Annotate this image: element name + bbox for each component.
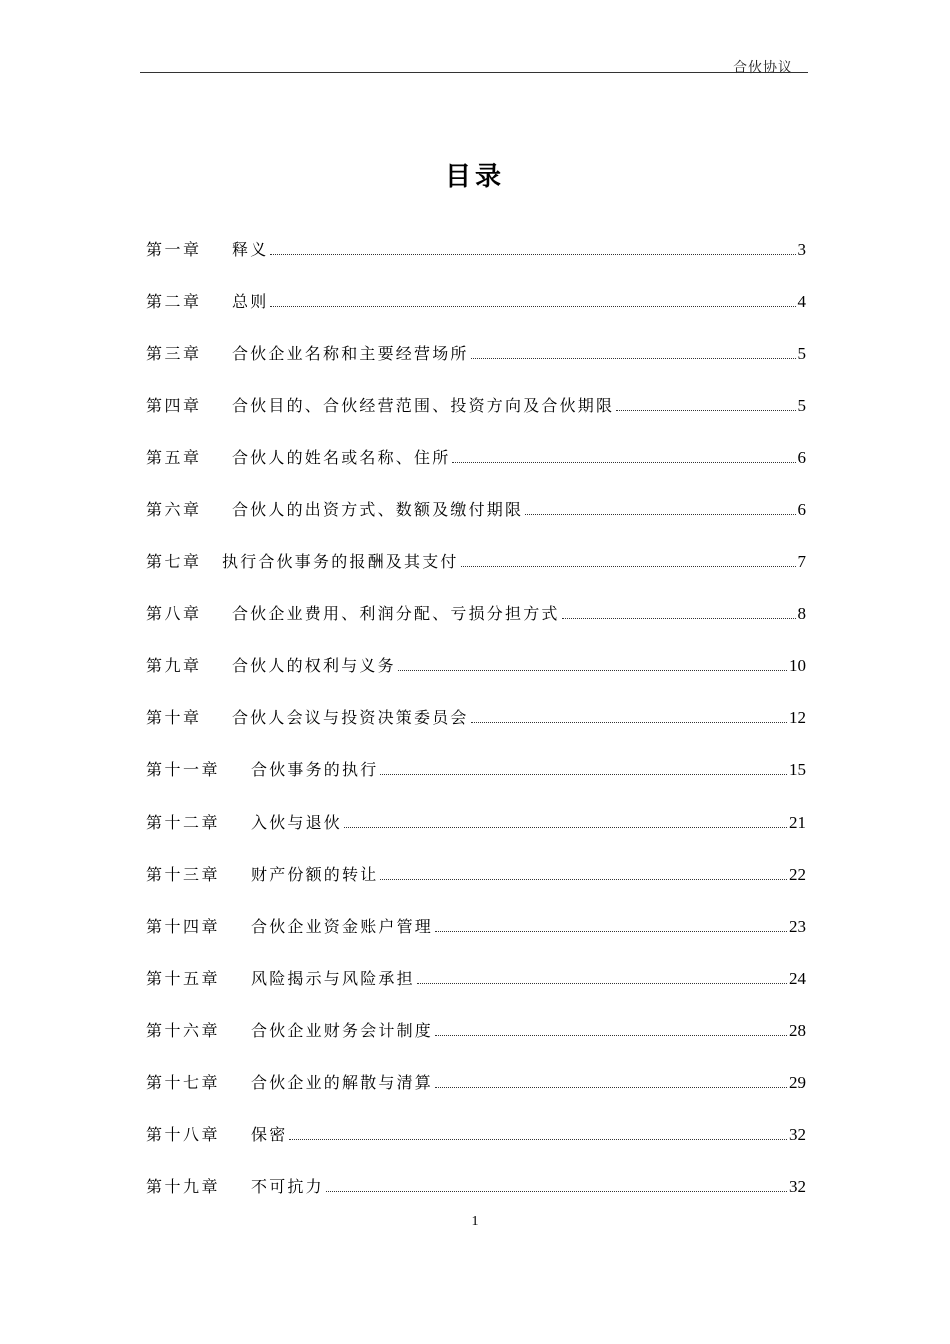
dot-leader: [289, 1139, 787, 1140]
dot-leader: [270, 254, 795, 255]
dot-leader: [417, 983, 787, 984]
toc-page-number: 29: [789, 1073, 806, 1093]
toc-entry[interactable]: [146, 795, 806, 847]
toc-chapter-label: 第八章: [146, 604, 202, 624]
toc-entry-title: 释义: [232, 239, 269, 259]
toc-entry[interactable]: [146, 430, 806, 482]
toc-page-number: 6: [797, 500, 806, 520]
page-number: 1: [471, 1214, 479, 1229]
toc-page-number: 32: [789, 1125, 806, 1145]
table-of-contents: [146, 222, 806, 1212]
toc-entry-title: 合伙人的出资方式、数额及缴付期限: [232, 500, 524, 520]
header-rule: [140, 72, 808, 73]
toc-chapter-label: 第二章: [146, 291, 202, 311]
toc-page-number: 22: [789, 864, 806, 884]
toc-entry-title: 合伙事务的执行: [251, 760, 379, 780]
toc-chapter-label: 第十七章: [146, 1073, 221, 1093]
toc-page-number: 23: [789, 916, 806, 936]
toc-chapter-label: 第一章: [146, 239, 202, 259]
toc-page-number: 24: [789, 968, 806, 988]
toc-entry-title: 总则: [232, 291, 269, 311]
toc-entry[interactable]: [146, 222, 806, 274]
toc-entry-title: 财产份额的转让: [251, 864, 379, 884]
toc-entry-title: 合伙人的姓名或名称、住所: [232, 447, 451, 467]
toc-chapter-label: 第七章: [146, 552, 202, 572]
toc-page-number: 3: [797, 239, 806, 259]
toc-page-number: 32: [789, 1177, 806, 1197]
dot-leader: [380, 774, 787, 775]
toc-page-number: 6: [797, 447, 806, 467]
dot-leader: [562, 618, 796, 619]
toc-entry[interactable]: [146, 847, 806, 899]
toc-entry-title: 合伙企业的解散与清算: [251, 1073, 434, 1093]
toc-entry[interactable]: [146, 326, 806, 378]
toc-title: 目录: [444, 162, 505, 192]
toc-entry-title: 合伙企业财务会计制度: [251, 1020, 434, 1040]
toc-entry[interactable]: [146, 899, 806, 951]
toc-page-number: 5: [797, 395, 806, 415]
dot-leader: [435, 1087, 787, 1088]
toc-entry[interactable]: [146, 482, 806, 534]
dot-leader: [525, 514, 795, 515]
toc-entry[interactable]: [146, 1108, 806, 1160]
dot-leader: [270, 306, 795, 307]
toc-chapter-label: 第五章: [146, 447, 202, 467]
toc-entry[interactable]: [146, 378, 806, 430]
toc-entry-title: 不可抗力: [251, 1177, 324, 1197]
toc-chapter-label: 第十六章: [146, 1020, 221, 1040]
toc-chapter-label: 第四章: [146, 395, 202, 415]
toc-entry[interactable]: [146, 691, 806, 743]
toc-chapter-label: 第十章: [146, 708, 202, 728]
toc-entry[interactable]: [146, 1160, 806, 1212]
toc-page-number: 8: [797, 604, 806, 624]
toc-entry-title: 保密: [251, 1125, 288, 1145]
toc-entry-title: 合伙人的权利与义务: [232, 656, 396, 676]
toc-chapter-label: 第十五章: [146, 968, 221, 988]
toc-entry[interactable]: [146, 535, 806, 587]
dot-leader: [616, 410, 795, 411]
dot-leader: [344, 827, 787, 828]
toc-entry-title: 执行合伙事务的报酬及其支付: [222, 552, 459, 572]
toc-entry-title: 入伙与退伙: [251, 812, 343, 832]
toc-page-number: 12: [789, 708, 806, 728]
toc-page-number: 10: [789, 656, 806, 676]
dot-leader: [471, 722, 787, 723]
dot-leader: [326, 1191, 787, 1192]
dot-leader: [452, 462, 795, 463]
dot-leader: [435, 931, 787, 932]
toc-chapter-label: 第十八章: [146, 1125, 221, 1145]
toc-chapter-label: 第三章: [146, 343, 202, 363]
dot-leader: [398, 670, 787, 671]
toc-chapter-label: 第十一章: [146, 760, 221, 780]
running-header: 合伙协议: [733, 60, 793, 76]
toc-entry[interactable]: [146, 587, 806, 639]
toc-entry-title: 风险揭示与风险承担: [251, 968, 415, 988]
toc-page-number: 4: [797, 291, 806, 311]
toc-entry-title: 合伙目的、合伙经营范围、投资方向及合伙期限: [232, 395, 615, 415]
toc-entry-title: 合伙企业资金账户管理: [251, 916, 434, 936]
toc-chapter-label: 第九章: [146, 656, 202, 676]
toc-chapter-label: 第十三章: [146, 864, 221, 884]
toc-entry[interactable]: [146, 639, 806, 691]
toc-page-number: 28: [789, 1020, 806, 1040]
toc-entry-title: 合伙人会议与投资决策委员会: [232, 708, 469, 728]
toc-entry-title: 合伙企业名称和主要经营场所: [232, 343, 469, 363]
dot-leader: [435, 1035, 787, 1036]
toc-entry-title: 合伙企业费用、利润分配、亏损分担方式: [232, 604, 560, 624]
toc-entry[interactable]: [146, 1056, 806, 1108]
dot-leader: [471, 358, 796, 359]
toc-entry[interactable]: [146, 1003, 806, 1055]
toc-page-number: 15: [789, 760, 806, 780]
toc-page-number: 7: [797, 552, 806, 572]
toc-page-number: 5: [797, 343, 806, 363]
toc-page-number: 21: [789, 812, 806, 832]
toc-entry[interactable]: [146, 743, 806, 795]
dot-leader: [461, 566, 796, 567]
toc-entry[interactable]: [146, 274, 806, 326]
toc-entry[interactable]: [146, 951, 806, 1003]
toc-chapter-label: 第十九章: [146, 1177, 221, 1197]
toc-chapter-label: 第十二章: [146, 812, 221, 832]
toc-chapter-label: 第六章: [146, 500, 202, 520]
toc-chapter-label: 第十四章: [146, 916, 221, 936]
dot-leader: [380, 879, 787, 880]
